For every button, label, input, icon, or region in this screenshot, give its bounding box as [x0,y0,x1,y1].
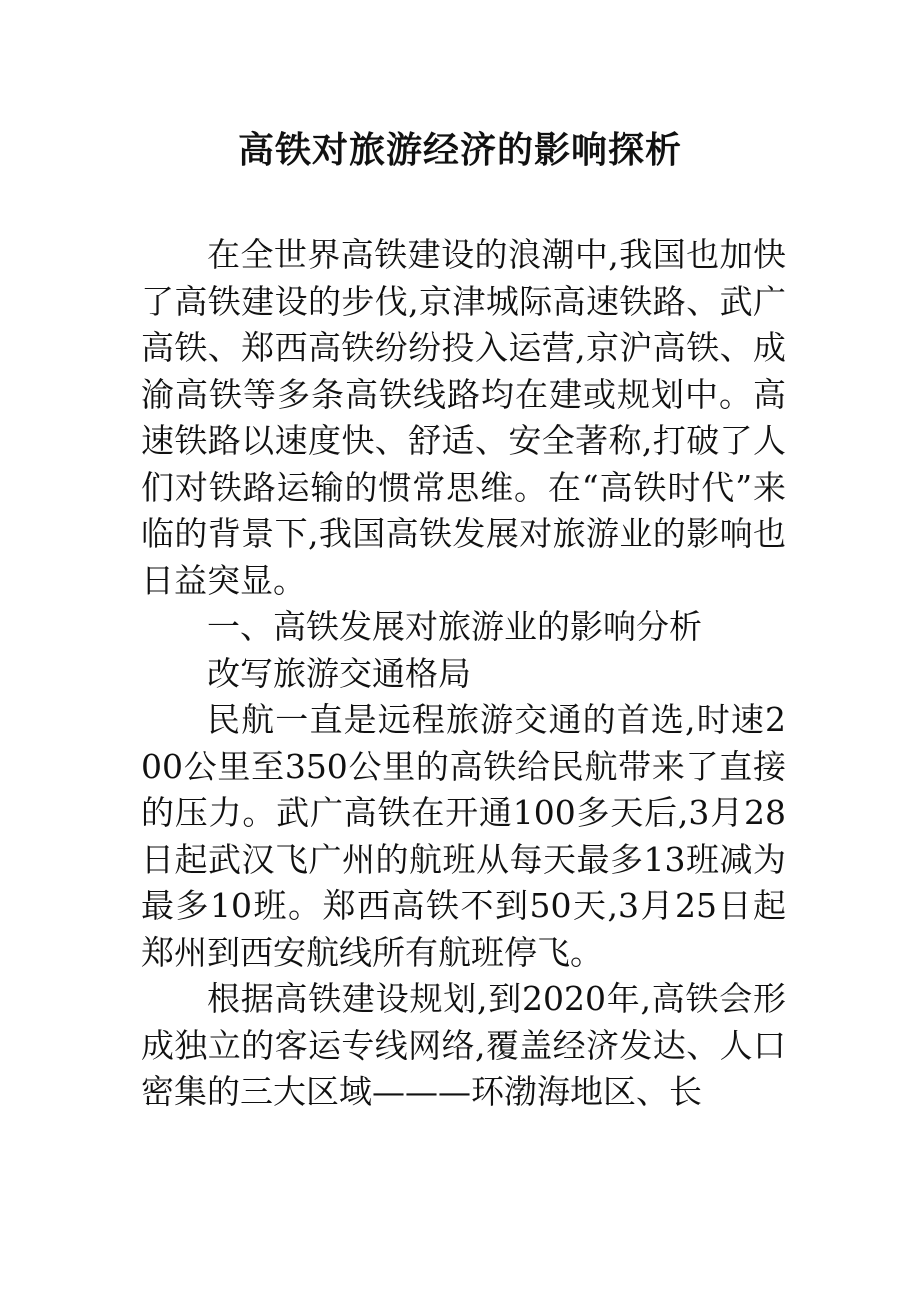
paragraph-aviation: 民航一直是远程旅游交通的首选,时速200公里至350公里的高铁给民航带来了直接的压力。武广高铁在开通100多天后,3月28日起武汉飞广州的航班从每天最多13班减为最多10班。郑西高铁不到50天,3月25日起郑州到西安航线所有航班停飞。 [141,700,786,972]
paragraph-intro: 在全世界高铁建设的浪潮中,我国也加快了高铁建设的步伐,京津城际高速铁路、武广高铁、郑西高铁纷纷投入运营,京沪高铁、成渝高铁等多条高铁线路均在建或规划中。高速铁路以速度快、舒适、安全著称,打破了人们对铁路运输的惯常思维。在“高铁时代”来临的背景下,我国高铁发展对旅游业的影响也日益突显。 [141,235,786,600]
document-body [141,232,786,1116]
subsection-heading: 改写旅游交通格局 [207,653,471,693]
paragraph-planning: 根据高铁建设规划,到2020年,高铁会形成独立的客运专线网络,覆盖经济发达、人口密集的三大区域———环渤海地区、长 [141,979,786,1111]
document-title: 高铁对旅游经济的影响探析 [237,129,682,171]
section-heading: 一、高铁发展对旅游业的影响分析 [207,607,702,646]
